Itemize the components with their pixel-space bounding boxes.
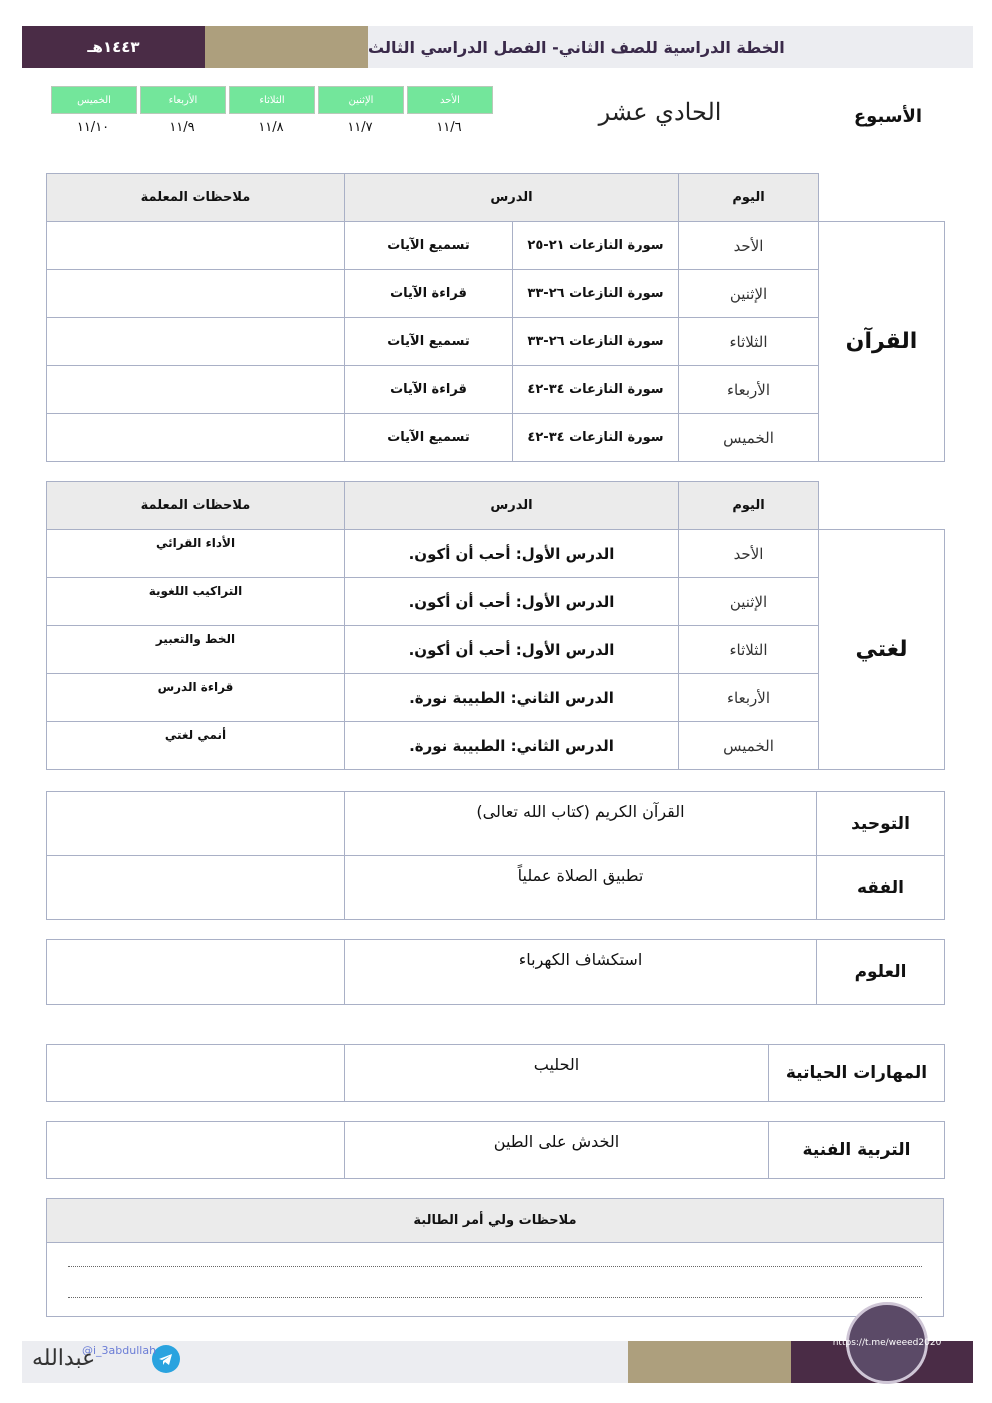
subject-tawheed: التوحيد: [817, 792, 945, 856]
subject-quran: القرآن: [819, 222, 945, 462]
parent-notes-area[interactable]: [47, 1243, 944, 1317]
notes-cell[interactable]: [47, 414, 345, 462]
day-box-sunday: [407, 86, 493, 114]
science-table: [46, 939, 945, 1005]
day-cell: الإثنين: [679, 270, 819, 318]
header-day: اليوم: [679, 174, 819, 222]
day-box-monday: [318, 86, 404, 114]
signature: عبدالله: [32, 1346, 96, 1371]
day-box-tuesday: [229, 86, 315, 114]
surah-cell: سورة النازعات ٣٤-٤٢: [513, 414, 679, 462]
day-cell: الأربعاء: [679, 674, 819, 722]
task-cell: تسميع الآيات: [345, 414, 513, 462]
notes-cell[interactable]: [47, 222, 345, 270]
surah-cell: سورة النازعات ٢٦-٣٣: [513, 270, 679, 318]
header-accent: [205, 26, 368, 68]
lesson-cell: الدرس الثاني: الطبيبة نورة.: [345, 674, 679, 722]
parent-notes-table: [46, 1198, 944, 1317]
day-cell: الثلاثاء: [679, 318, 819, 366]
lesson-cell: الدرس الأول: أحب أن أكون.: [345, 626, 679, 674]
day-date: ١١/٨: [258, 120, 284, 135]
subject-fiqh: الفقه: [817, 856, 945, 920]
notes-cell[interactable]: [47, 940, 345, 1005]
day-cell: الثلاثاء: [679, 626, 819, 674]
subject-science: العلوم: [817, 940, 945, 1005]
notes-cell[interactable]: [47, 1122, 345, 1179]
note-line: [68, 1266, 922, 1267]
subject-lughati: لغتي: [819, 530, 945, 770]
lughati-table: [46, 481, 945, 770]
note-line: [68, 1297, 922, 1298]
lesson-cell: الخدش على الطين: [345, 1122, 769, 1179]
plan-title: الخطة الدراسية للصف الثاني- الفصل الدراسي الثالث: [368, 26, 973, 68]
header-lesson: الدرس: [345, 482, 679, 530]
day-cell: الأحد: [679, 530, 819, 578]
day-name: الإثنين: [348, 94, 374, 106]
header-notes: ملاحظات المعلمة: [47, 174, 345, 222]
lesson-cell: تطبيق الصلاة عملياً: [345, 856, 817, 920]
parent-notes-label: ملاحظات ولي أمر الطالبة: [47, 1199, 944, 1243]
day-cell: الأحد: [679, 222, 819, 270]
day-cell: الأربعاء: [679, 366, 819, 414]
day-cell: الخميس: [679, 722, 819, 770]
notes-cell: قراءة الدرس: [47, 674, 345, 722]
day-date: ١١/١٠: [76, 120, 110, 135]
surah-cell: سورة النازعات ٣٤-٤٢: [513, 366, 679, 414]
quran-table: [46, 173, 945, 462]
telegram-glyph: [152, 1345, 180, 1373]
notes-cell[interactable]: [47, 318, 345, 366]
header-notes: ملاحظات المعلمة: [47, 482, 345, 530]
hijri-year: ١٤٤٣هـ: [22, 26, 205, 68]
day-date: ١١/٦: [436, 120, 462, 135]
day-cell: الإثنين: [679, 578, 819, 626]
notes-cell[interactable]: [47, 270, 345, 318]
day-box-wednesday: [140, 86, 226, 114]
notes-cell: الخط والتعبير: [47, 626, 345, 674]
lesson-cell: الحليب: [345, 1045, 769, 1102]
notes-cell: الأداء القرائي: [47, 530, 345, 578]
lesson-cell: الدرس الأول: أحب أن أكون.: [345, 578, 679, 626]
day-name: الثلاثاء: [259, 94, 285, 106]
surah-cell: سورة النازعات ٢٦-٣٣: [513, 318, 679, 366]
surah-cell: سورة النازعات ٢١-٢٥: [513, 222, 679, 270]
telegram-handle[interactable]: @i_3abdullah: [82, 1344, 157, 1357]
subject-art: التربية الفنية: [769, 1122, 945, 1179]
header-lesson: الدرس: [345, 174, 679, 222]
day-name: الأربعاء: [168, 94, 198, 106]
subject-life-skills: المهارات الحياتية: [769, 1045, 945, 1102]
telegram-icon[interactable]: [152, 1345, 180, 1373]
notes-cell[interactable]: [47, 856, 345, 920]
notes-cell[interactable]: [47, 792, 345, 856]
week-name: الحادي عشر: [598, 98, 722, 126]
notes-cell: أنمي لغتي: [47, 722, 345, 770]
lesson-cell: استكشاف الكهرباء: [345, 940, 817, 1005]
lesson-cell: الدرس الأول: أحب أن أكون.: [345, 530, 679, 578]
tawheed-fiqh-table: [46, 791, 945, 920]
day-date: ١١/٩: [169, 120, 195, 135]
day-name: الخميس: [77, 94, 111, 106]
notes-cell[interactable]: [47, 366, 345, 414]
day-name: الأحد: [440, 94, 460, 106]
channel-seal: [832, 1302, 942, 1384]
life-skills-table: [46, 1044, 945, 1102]
day-box-thursday: [51, 86, 137, 114]
task-cell: تسميع الآيات: [345, 318, 513, 366]
lesson-cell: القرآن الكريم (كتاب الله تعالى): [345, 792, 817, 856]
lesson-cell: الدرس الثاني: الطبيبة نورة.: [345, 722, 679, 770]
week-label: الأسبوع: [853, 106, 923, 127]
task-cell: قراءة الآيات: [345, 270, 513, 318]
day-date: ١١/٧: [347, 120, 373, 135]
header-day: اليوم: [679, 482, 819, 530]
task-cell: تسميع الآيات: [345, 222, 513, 270]
day-cell: الخميس: [679, 414, 819, 462]
task-cell: قراءة الآيات: [345, 366, 513, 414]
art-table: [46, 1121, 945, 1179]
footer-accent: [628, 1341, 791, 1383]
notes-cell[interactable]: [47, 1045, 345, 1102]
seal-text: https://t.me/weeed2020: [832, 1338, 942, 1348]
notes-cell: التراكيب اللغوية: [47, 578, 345, 626]
